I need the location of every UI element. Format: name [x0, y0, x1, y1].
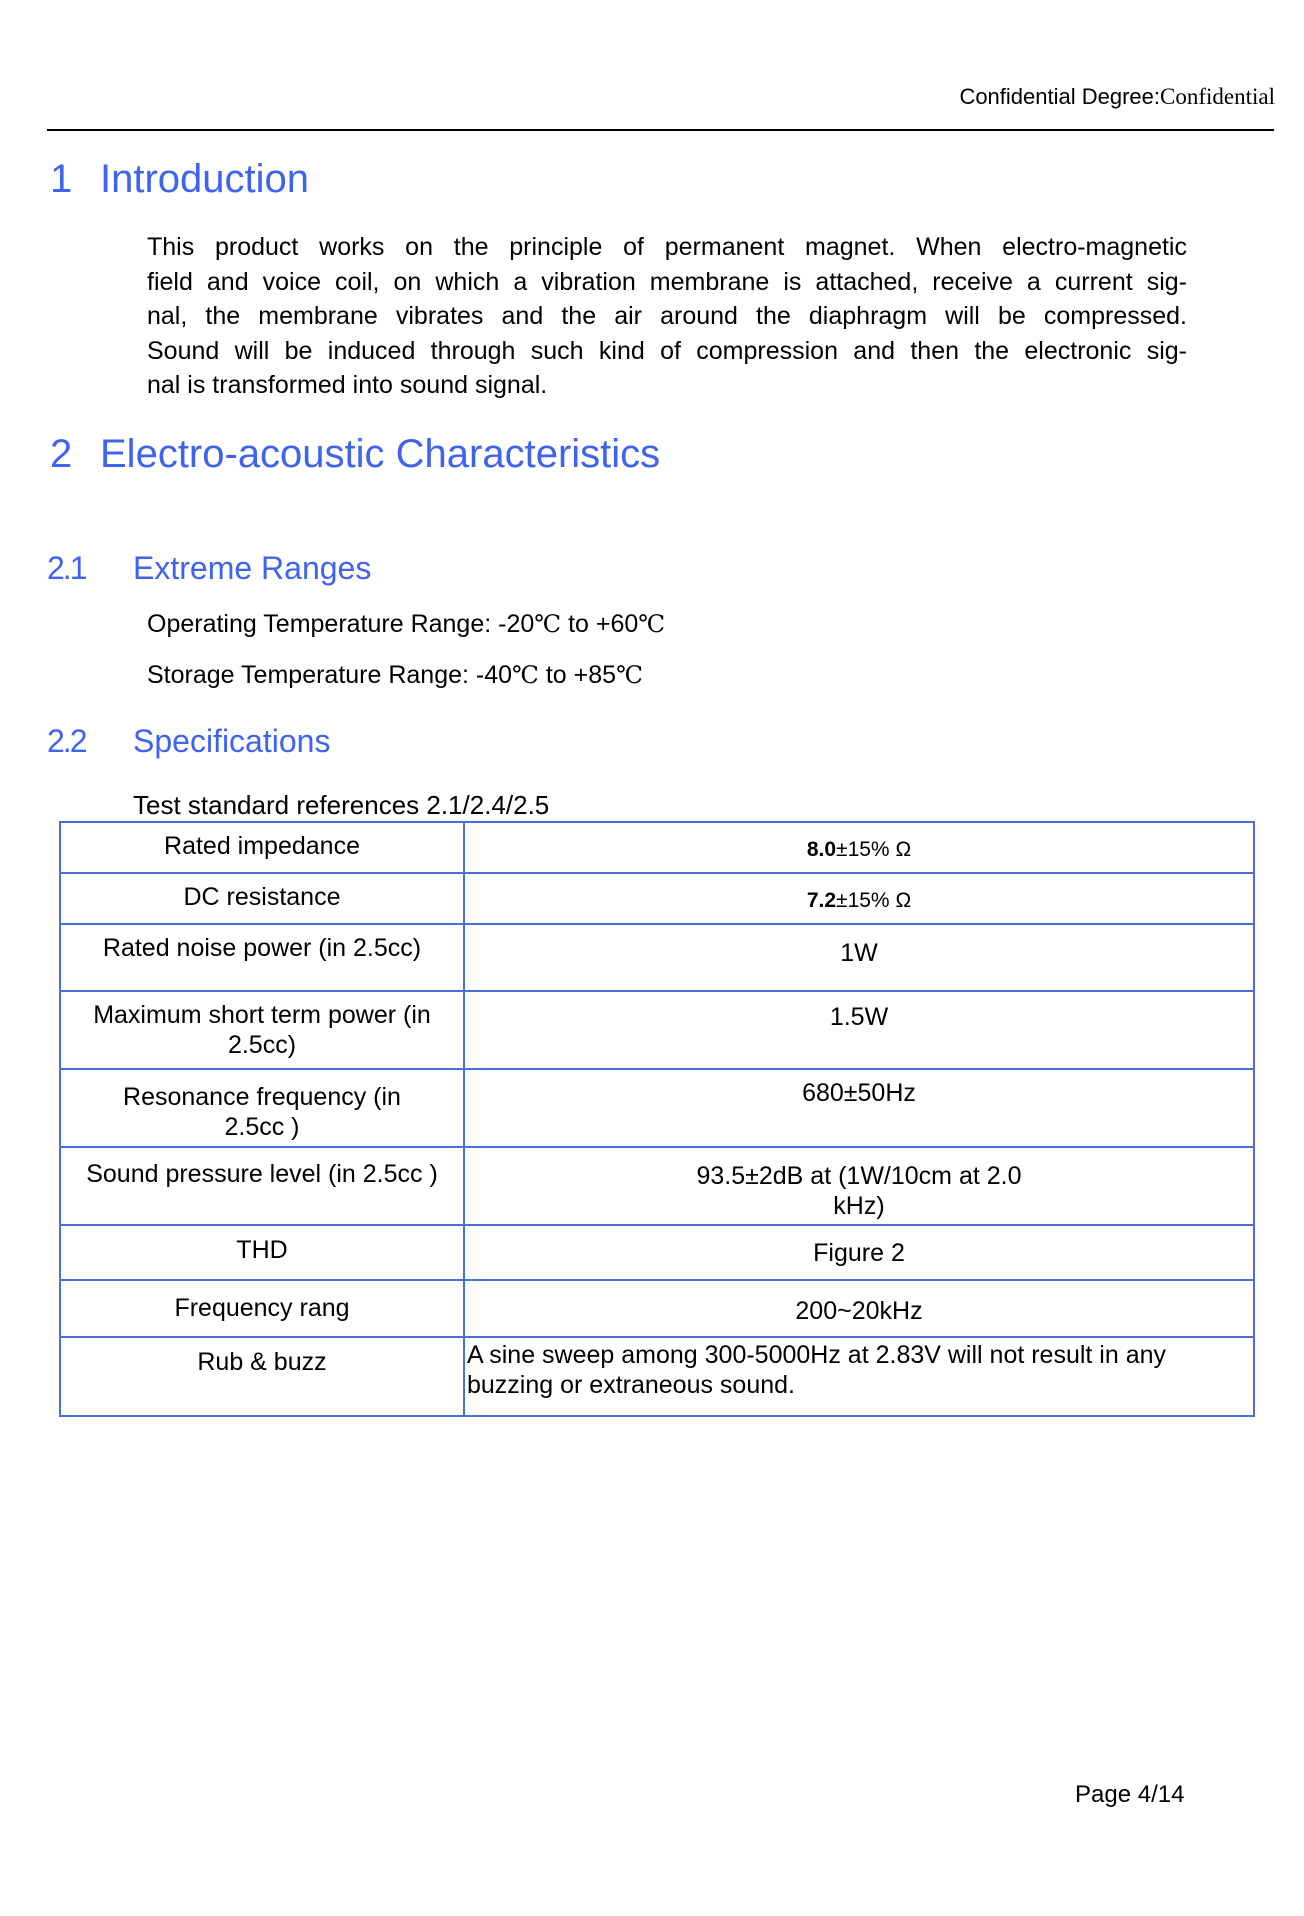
spec-value-number: 8.0 — [806, 838, 837, 861]
paragraph-line: nal is transformed into sound signal. — [147, 371, 548, 399]
paragraph-line: This product works on the principle of permanent magnet. When electro-magnetic — [147, 233, 1187, 261]
confidential-value: Confidential — [1160, 84, 1275, 109]
spec-label: Frequency rang — [60, 1280, 464, 1337]
heading-electro-acoustic — [50, 431, 660, 477]
page-number: Page 4/14 — [1075, 1781, 1185, 1808]
table-row — [60, 1225, 1254, 1280]
spec-value-line: 93.5±2dB at (1W/10cm at 2.0 — [696, 1162, 1022, 1190]
table-row — [60, 1337, 1254, 1416]
spec-label: Sound pressure level (in 2.5cc ) — [60, 1147, 464, 1225]
spec-value-number: 7.2 — [806, 889, 837, 912]
spec-label-line: Maximum short term power (in — [93, 1001, 431, 1029]
table-row — [60, 822, 1254, 873]
paragraph-line: Sound will be induced through such kind of compression and then the electronic sig- — [147, 336, 1187, 365]
table-row — [60, 873, 1254, 924]
degree-symbol: ℃ — [616, 661, 643, 689]
spec-value-tolerance: ±15% Ω — [836, 889, 912, 912]
operating-label: Operating Temperature Range: -20 — [147, 610, 535, 638]
spec-value-line: A sine sweep among 300-5000Hz at 2.83V will not result in any — [467, 1341, 1167, 1369]
spec-label-line: Resonance frequency (in — [123, 1083, 401, 1111]
heading-title: Specifications — [133, 723, 331, 759]
spec-label-line: 2.5cc ) — [224, 1113, 300, 1141]
heading-number: 1 — [50, 157, 73, 201]
heading-title: Introduction — [100, 157, 310, 201]
spec-value-line: kHz) — [833, 1192, 885, 1220]
spec-value: 680±50Hz — [464, 1069, 1254, 1147]
spec-value — [464, 1337, 1254, 1416]
heading-title: Electro-acoustic Characteristics — [100, 432, 661, 476]
spec-value: 200~20kHz — [464, 1280, 1254, 1337]
degree-symbol: ℃ — [512, 661, 539, 689]
paragraph-line: nal, the membrane vibrates and the air around the diaphragm will be compressed. — [147, 302, 1187, 330]
storage-mid: to +85 — [538, 661, 617, 689]
table-row — [60, 1147, 1254, 1225]
specifications-table — [59, 821, 1255, 1417]
spec-label-line: 2.5cc) — [227, 1031, 297, 1059]
spec-value — [464, 873, 1254, 924]
degree-symbol: ℃ — [638, 610, 666, 638]
spec-value: Figure 2 — [464, 1225, 1254, 1280]
spec-value: 1.5W — [464, 991, 1254, 1069]
spec-label: Rated noise power (in 2.5cc) — [60, 924, 464, 991]
confidential-header — [959, 84, 1275, 110]
table-row — [60, 1069, 1254, 1147]
heading-number: 2.2 — [47, 723, 86, 759]
confidential-label: Confidential Degree: — [959, 84, 1161, 109]
heading-number: 2.1 — [47, 550, 86, 586]
spec-value — [464, 1147, 1254, 1225]
paragraph-line: field and voice coil, on which a vibration membrane is attached, receive a current sig- — [147, 267, 1187, 296]
spec-label — [60, 1069, 464, 1147]
table-row — [60, 991, 1254, 1069]
table-row — [60, 1280, 1254, 1337]
table-row — [60, 924, 1254, 991]
spec-label: THD — [60, 1225, 464, 1280]
heading-title: Extreme Ranges — [133, 550, 372, 586]
heading-number: 2 — [50, 432, 73, 476]
spec-value — [464, 822, 1254, 873]
introduction-paragraph — [147, 230, 1187, 403]
operating-temperature-range — [147, 609, 665, 639]
heading-introduction — [50, 156, 309, 202]
header-divider — [47, 129, 1274, 131]
degree-symbol: ℃ — [534, 610, 562, 638]
spec-value-tolerance: ±15% Ω — [836, 838, 912, 861]
spec-label — [60, 991, 464, 1069]
spec-label: Rated impedance — [60, 822, 464, 873]
heading-extreme-ranges — [47, 549, 371, 587]
storage-label: Storage Temperature Range: -40 — [147, 661, 513, 689]
heading-specifications — [47, 722, 330, 760]
operating-mid: to +60 — [561, 610, 639, 638]
spec-label: Rub & buzz — [60, 1337, 464, 1416]
test-standard-caption: Test standard references 2.1/2.4/2.5 — [133, 790, 550, 820]
spec-value-line: buzzing or extraneous sound. — [467, 1371, 795, 1399]
spec-value: 1W — [464, 924, 1254, 991]
spec-label: DC resistance — [60, 873, 464, 924]
storage-temperature-range — [147, 660, 643, 690]
